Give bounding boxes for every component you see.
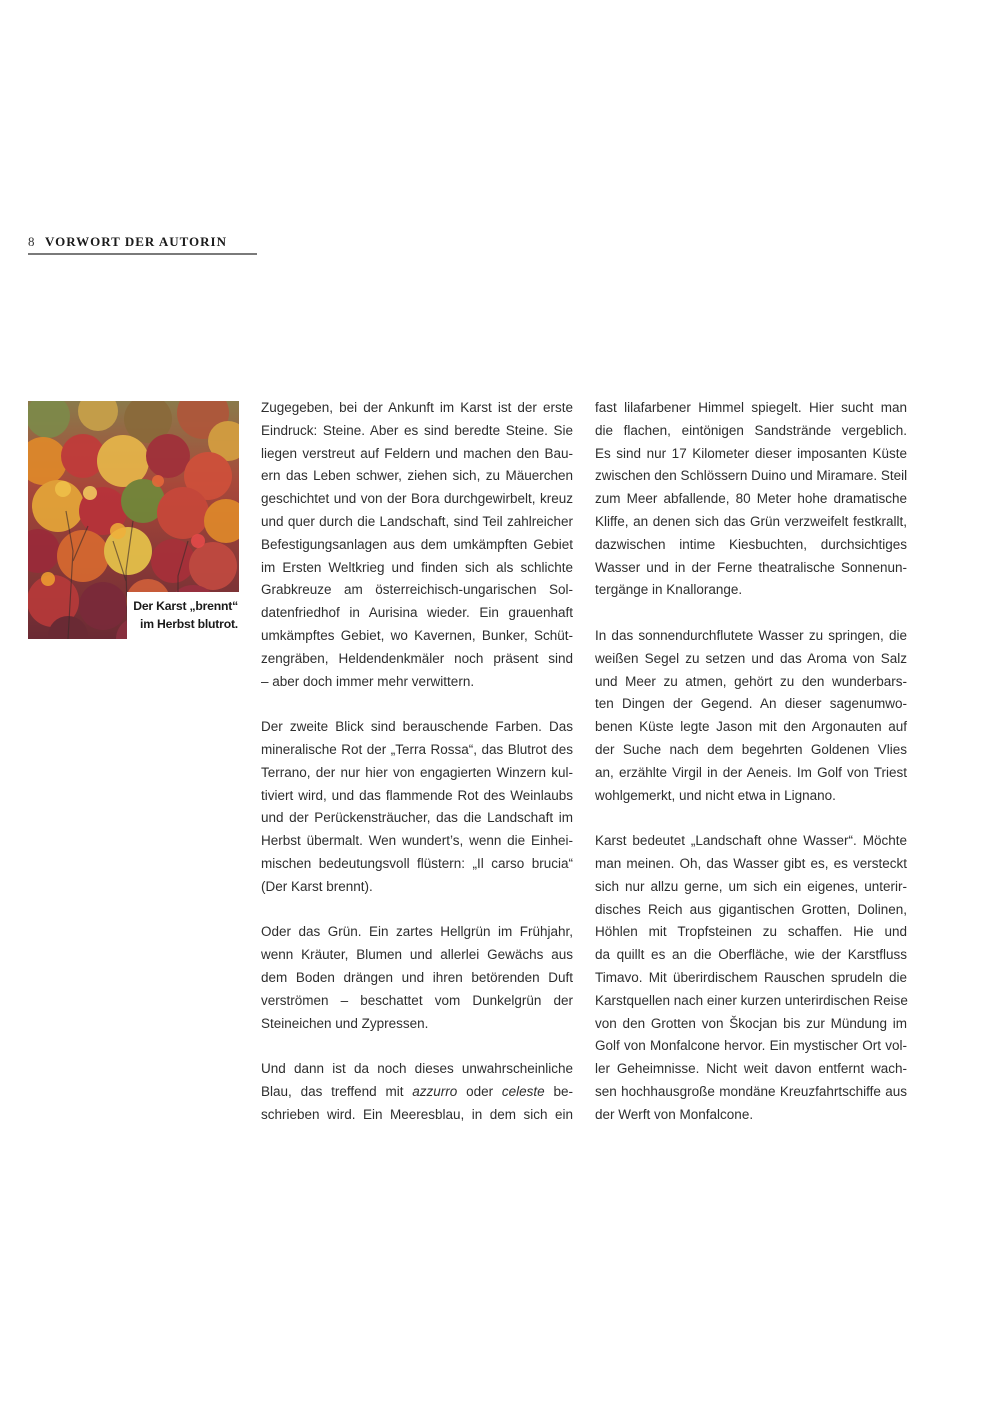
text-line: Timavo. Mit überirdischem Rauschen sprudeln die <box>595 969 907 985</box>
text-line: Es sind nur 17 Kilometer dieser imposanten Küste <box>595 445 907 461</box>
text-line: und der Perückensträucher, das die Landschaft im <box>261 810 573 826</box>
paragraph <box>595 830 907 1126</box>
text-line: dazwischen intime Kiesbuchten, durchsichtiges <box>595 536 907 552</box>
text-line: sich nur allzu gerne, um sich ein eigenes, unterir- <box>595 878 907 894</box>
italic-term: azzurro <box>412 1083 458 1099</box>
text-line: zum Meer abfallende, 80 Meter hohe dramatische <box>595 491 907 507</box>
text-line: und Meer zu atmen, gehört zu den wunderbars- <box>595 673 907 689</box>
text-line: der Suche nach dem begehrten Goldenen Vlies <box>595 741 907 757</box>
text-line: Eindruck: Steine. Aber es sind beredte Steine. Sie <box>261 422 573 438</box>
text-line: zengräben, Heldendenkmäler noch präsent sind <box>261 650 573 666</box>
text-line: Karst bedeutet „Landschaft ohne Wasser“. Möchte <box>595 833 907 849</box>
text-line: mischen bedeutungsvoll flüstern: „Il carso brucia“ <box>261 855 573 871</box>
paragraph <box>261 716 573 898</box>
text-line: Oder das Grün. Ein zartes Hellgrün im Frühjahr, <box>261 924 573 940</box>
text-line: fast lilafarbener Himmel spiegelt. Hier sucht man <box>595 400 907 415</box>
text-line: an, erzählte Virgil in der Aeneis. Im Golf von Triest <box>595 764 907 780</box>
text-line: Höhlen mit Tropfsteinen zu schaffen. Hie und <box>595 924 907 940</box>
text-line: Steineichen und Zypressen. <box>261 1015 429 1031</box>
text-line: disches Reich aus gigantischen Grotten, Dolinen, <box>595 901 907 917</box>
running-header <box>28 233 257 255</box>
text-line: geschichtet und von der Bora durchgewirbelt, kreuz <box>261 491 573 507</box>
text-line: tiviert wird, und das flammende Rot des Weinlaubs <box>261 787 573 803</box>
text-line: ler Geheimnisse. Nicht weit davon entfernt wach- <box>595 1061 907 1077</box>
text-line: sen hochhausgroße mondäne Kreuzfahrtschiffe aus <box>595 1083 907 1099</box>
text-line: In das sonnendurchflutete Wasser zu springen, die <box>595 627 907 643</box>
text-line: Und dann ist da noch dieses unwahrscheinliche <box>261 1061 573 1077</box>
text-line <box>261 1081 573 1104</box>
italic-term: celeste <box>501 1083 545 1099</box>
text-line: Golf von Monfalcone hervor. Ein mystischer Ort vol- <box>595 1038 907 1054</box>
caption-line: im Herbst blutrot. <box>140 617 238 631</box>
text-line: (Der Karst brennt). <box>261 878 373 894</box>
text-line: Befestigungsanlagen aus dem umkämpften Gebiet <box>261 536 573 552</box>
text-line: weißen Segel zu setzen und das Aroma von Salz <box>595 650 907 666</box>
text-line: liegen verstreut auf Feldern und machen den Bau- <box>261 445 573 461</box>
paragraph <box>261 921 573 1035</box>
text-line: ten Dingen der Gegend. An dieser sagenumwo- <box>595 696 907 712</box>
text-line: Der zweite Blick sind berauschende Farben. Das <box>261 719 573 735</box>
text-line: – aber doch immer mehr verwittern. <box>261 673 475 689</box>
text-line: tergänge in Knallorange. <box>595 582 743 598</box>
text-line: da quillt es an die Oberfläche, wie der Karstfluss <box>595 947 907 963</box>
text-line: Grabkreuze am österreichisch-ungarischen Sol- <box>261 582 573 598</box>
page-number: 8 <box>28 234 35 249</box>
text-run: oder <box>457 1083 502 1099</box>
text-line: Terrano, der nur hier von engagierten Winzern kul- <box>261 764 573 780</box>
text-line: die flachen, eintönigen Sandstrände vergeblich. <box>595 422 907 438</box>
text-line: Wasser und in der Ferne theatralische Sonnenun- <box>595 559 907 575</box>
text-line: der Werft von Monfalcone. <box>595 1106 754 1122</box>
paragraph <box>595 625 907 807</box>
text-line: zwischen den Schlössern Duino und Miramare. Steil <box>595 468 908 484</box>
text-run: be- <box>544 1083 573 1099</box>
text-line: schrieben wird. Ein Meeresblau, in dem sich ein <box>261 1106 573 1122</box>
caption-line: Der Karst „brennt“ <box>133 599 238 613</box>
paragraph <box>261 397 573 693</box>
text-line: benen Küste legte Jason mit den Argonauten auf <box>595 719 907 735</box>
text-line: von den Grotten von Škocjan bis zur Mündung im <box>595 1015 907 1031</box>
text-line: wenn Kräuter, Blumen und allerlei Gewächs aus <box>261 947 573 963</box>
paragraph <box>261 1058 573 1126</box>
text-line: mineralische Rot der „Terra Rossa“, das Blutrot des <box>261 741 573 757</box>
text-line: im Ersten Weltkrieg und finden sich als schlichte <box>261 559 573 575</box>
text-line: dem Boden drängen und ihren betörenden Duft <box>261 969 573 985</box>
text-line: ern das Leben schwer, ziehen sich, zu Mäuerchen <box>261 468 573 484</box>
text-column-left <box>261 397 573 1149</box>
text-line: und quer durch die Landschaft, sind Teil zahlreicher <box>261 513 573 529</box>
text-line: Karstquellen nach einer kurzen unterirdischen Reise <box>595 992 908 1008</box>
text-run: Blau, das treffend mit <box>261 1083 413 1099</box>
text-line: wohlgemerkt, und nicht etwa in Lignano. <box>595 787 836 803</box>
paragraph <box>595 397 907 602</box>
text-line: man meinen. Oh, das Wasser gibt es, es versteckt <box>595 855 907 871</box>
text-line: umkämpftes Gebiet, wo Kavernen, Bunker, Schüt- <box>261 627 573 643</box>
text-line: Herbst übermalt. Wen wundert’s, wenn die Einhei- <box>261 833 573 849</box>
section-title: VORWORT DER AUTORIN <box>44 234 227 249</box>
photo-caption <box>127 592 239 639</box>
text-column-right <box>595 397 907 1149</box>
autumn-karst-photo <box>28 401 239 639</box>
text-line: verströmen – beschattet vom Dunkelgrün der <box>261 992 573 1008</box>
text-line: datenfriedhof in Aurisina wieder. Ein grauenhaft <box>261 605 573 621</box>
text-line: Kliffe, an denen sich das Grün verzweifelt festkrallt, <box>595 513 907 529</box>
text-line: Zugegeben, bei der Ankunft im Karst ist der erste <box>261 400 573 415</box>
